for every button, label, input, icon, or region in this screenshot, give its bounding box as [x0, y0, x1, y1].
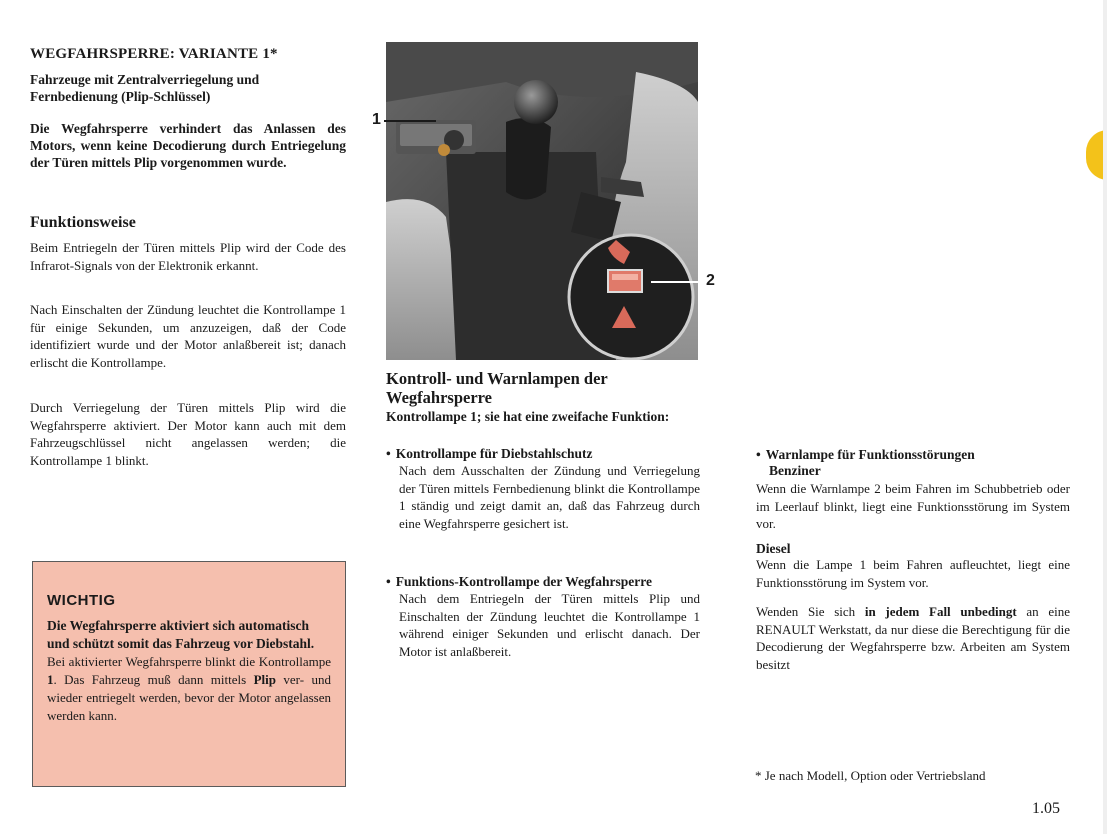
- footnote: * Je nach Modell, Option oder Vertriebsland: [755, 768, 986, 783]
- bullet-funktion-text: Nach dem Entriegeln der Türen mittels Plip und Einschalten der Zündung leuchtet die Kontrollampe 1 während einiger Sekunden und erlischt danach. Der Motor ist anlaßbereit.: [399, 591, 700, 659]
- important-title: WICHTIG: [47, 592, 116, 609]
- page-number: 1.05: [1032, 800, 1060, 817]
- benziner-title: Benziner: [769, 463, 821, 478]
- bullet-diebstahlschutz-text: Nach dem Ausschalten der Zündung und Verriegelung der Türen mittels Fernbedienung blinkt die Kontrollampe 1 ständig und zeigt damit an, daß das Fahrzeug durch eine Wegfahrsperre gesichert ist.: [399, 463, 700, 531]
- paragraph-2: Nach Einschalten der Zündung leuchtet die Kontrollampe 1 für einige Sekunden, um anzuzeigen, daß der Code identifiziert wurde und der Motor anlaßbereit ist; danach erlischt die Kontrollampe.: [30, 302, 346, 370]
- benziner-text: Wenn die Warnlampe 2 beim Fahren im Schubbetrieb oder im Leerlauf blinkt, liegt eine Funktionsstörung im System vor.: [756, 481, 1070, 531]
- section-title-funktionsweise: Funktionsweise: [30, 214, 136, 231]
- paragraph-1: Beim Entriegeln der Türen mittels Plip wird der Code des Infrarot-Signals von der Elektronik erkannt.: [30, 240, 346, 273]
- paragraph-3: Durch Verriegelung der Türen mittels Plip wird die Wegfahrsperre aktiviert. Der Motor kann auch mit dem Fahrzeugschlüssel nicht angelassen werden; die Kontrollampe 1 blinkt.: [30, 400, 346, 468]
- subtitle: Fahrzeuge mit Zentralverriegelung und Fernbedienung (Plip-Schlüssel): [30, 72, 260, 104]
- intro-text: Die Wegfahrsperre verhindert das Anlassen des Motors, wenn keine Decodierung durch Entriegelung der Türen mittels Plip vorgenommen wurde.: [30, 121, 346, 170]
- bullet-diebstahlschutz-title: • Kontrollampe für Diebstahlschutz: [386, 445, 700, 462]
- page-title: WEGFAHRSPERRE: VARIANTE 1*: [30, 46, 278, 62]
- diesel-text: Wenn die Lampe 1 beim Fahren aufleuchtet, liegt eine Funktionsstörung im System vor.: [756, 557, 1070, 590]
- important-bold-text: Die Wegfahrsperre aktiviert sich automatisch und schützt somit das Fahrzeug vor Diebstahl.: [47, 618, 315, 651]
- werkstatt-notice: Wenden Sie sich in jedem Fall unbedingt an eine RENAULT Werkstatt, da nur diese die Berechtigung für die Decodierung der Wegfahrsperre bzw. Arbeiten am System besitzt: [756, 604, 1071, 672]
- dashboard-photo: [386, 42, 698, 360]
- diesel-title: Diesel: [756, 541, 791, 556]
- figure-label-1: 1: [372, 111, 381, 128]
- bullet-warnlampe-title: • Warnlampe für Funktionsstörungen: [756, 446, 1070, 463]
- section-title-warnlampen: Kontroll- und Warnlampen der Wegfahrsperre: [386, 369, 608, 407]
- figure-label-2: 2: [706, 272, 715, 289]
- figure-leader-line-1: [384, 120, 436, 122]
- important-text: Bei aktivierter Wegfahrsperre blinkt die Kontrollampe 1. Das Fahrzeug muß dann mittels Plip ver- und wieder entriegelt werden, bevor der Motor angelassen werden kann.: [47, 654, 331, 723]
- kontrollampe-subtitle: Kontrollampe 1; sie hat eine zweifache Funktion:: [386, 409, 670, 424]
- bullet-funktion-title: • Funktions-Kontrollampe der Wegfahrsperre: [386, 573, 700, 590]
- important-notice-box: [32, 561, 346, 787]
- page-edge: [1103, 0, 1107, 834]
